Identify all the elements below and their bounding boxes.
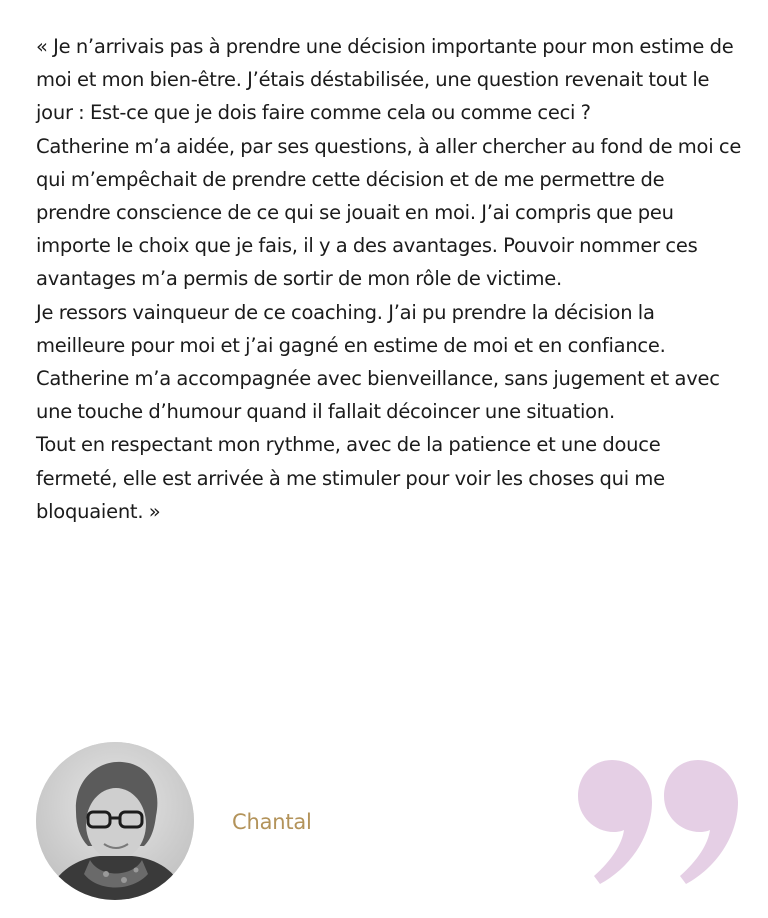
testimonial-paragraph: Tout en respectant mon rythme, avec de la patience et une douce fermeté, elle est arrivée à me stimuler pour voir les choses qui me bloquaient. » (36, 433, 665, 523)
person-photo-icon (36, 742, 194, 900)
testimonial-text (36, 30, 744, 528)
author-name: Chantal (232, 810, 312, 834)
testimonial-paragraph: Catherine m’a accompagnée avec bienveillance, sans jugement et avec une touche d’humour quand il fallait décoincer une situation. (36, 367, 720, 424)
author-avatar (36, 742, 194, 900)
testimonial-paragraph: Je ressors vainqueur de ce coaching. J’ai pu prendre la décision la meilleure pour moi et j’ai gagné en estime de moi et en confiance. (36, 300, 666, 357)
testimonial-paragraph: « Je n’arrivais pas à prendre une décision importante pour mon estime de moi et mon bien-être. J’étais déstabilisée, une question revenait tout le jour : Est-ce que je dois faire comme cela ou comme ceci ? (36, 35, 734, 125)
testimonial-paragraph: Catherine m’a aidée, par ses questions, à aller chercher au fond de moi ce qui m’empêchait de prendre cette décision et de me permettre de prendre conscience de ce qui se jouait en moi. J’ai compris que peu importe le choix que je fais, il y a des avantages. Pouvoir nommer ces avantages m’a permis de sortir de mon rôle de victime. (36, 134, 742, 291)
closing-quote-icon (572, 756, 748, 888)
author-name-container (232, 806, 330, 838)
